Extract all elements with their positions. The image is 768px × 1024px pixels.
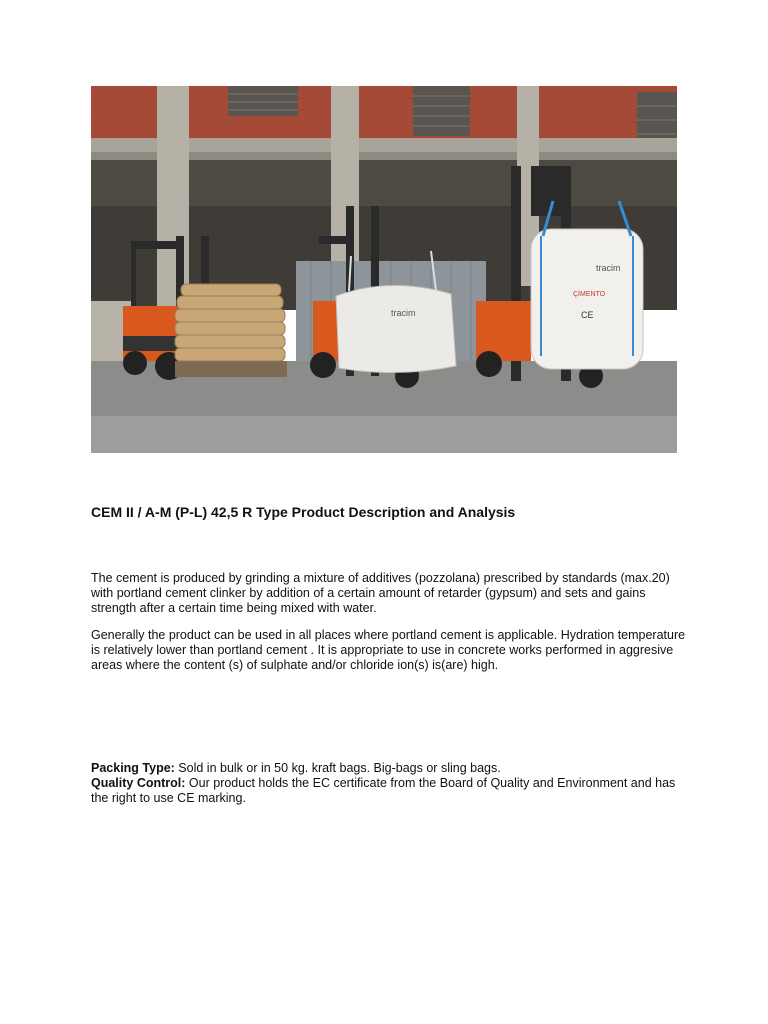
packing-type-line bbox=[91, 761, 691, 776]
quality-control-label: Quality Control: bbox=[91, 776, 186, 790]
packing-type-text: Sold in bulk or in 50 kg. kraft bags. Big-bags or sling bags. bbox=[174, 761, 501, 775]
ce-mark-text: CE bbox=[581, 310, 594, 320]
product-details bbox=[91, 761, 691, 806]
quality-control-text: Our product holds the EC certificate from the Board of Quality and Environment and has the right to use CE marking. bbox=[91, 776, 676, 805]
description-paragraph: The cement is produced by grinding a mixture of additives (pozzolana) prescribed by standards (max.20) with portland cement clinker by addition of a certain amount of retarder (gypsum) and sets and gains strength after a certain time being mixed with water. bbox=[91, 571, 670, 615]
quality-control-line bbox=[91, 776, 691, 806]
forklift-photo bbox=[91, 86, 677, 453]
usage-paragraph: Generally the product can be used in all places where portland cement is applicable. Hydration temperature is relatively lower than portland cement . It is appropriate to use in concrete works performed in aggresive areas where the content (s) of sulphate and/or chloride ion(s) is(are) high. bbox=[91, 628, 686, 672]
packing-type-label: Packing Type: bbox=[91, 761, 175, 775]
page-title: CEM II / A-M (P-L) 42,5 R Type Product Description and Analysis bbox=[91, 504, 516, 520]
bag-brand-text: tracim bbox=[391, 308, 416, 318]
bigbag-cement-text: ÇİMENTO bbox=[573, 291, 606, 298]
bigbag-brand-text: tracim bbox=[596, 263, 621, 273]
